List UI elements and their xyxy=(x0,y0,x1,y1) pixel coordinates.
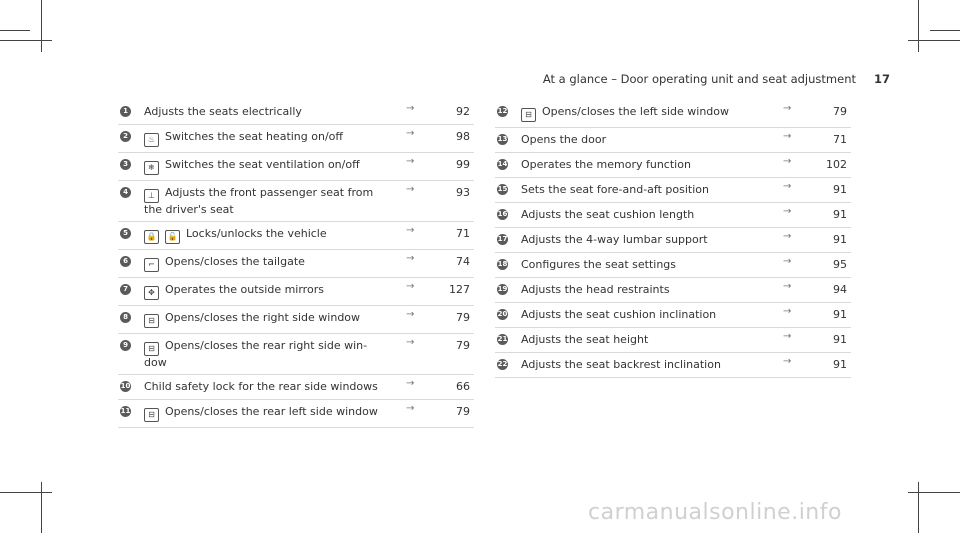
crop-mark xyxy=(0,40,52,41)
right-column-list xyxy=(495,100,851,378)
crop-mark xyxy=(908,40,960,41)
item-number-badge: 14 xyxy=(497,160,508,168)
item-description xyxy=(521,283,756,296)
item-text: Adjusts the seats electrically xyxy=(144,105,302,118)
page-reference[interactable]: 91 xyxy=(833,183,847,196)
item-text: Switches the seat heating on/off xyxy=(165,130,343,143)
item-description xyxy=(144,130,379,147)
item-description xyxy=(144,380,379,393)
item-text: Adjusts the head restraints xyxy=(521,283,670,296)
list-item xyxy=(495,328,851,353)
item-text: Switches the seat ventilation on/off xyxy=(165,158,360,171)
page-reference[interactable]: 71 xyxy=(833,133,847,146)
item-description xyxy=(521,233,756,246)
item-description xyxy=(521,158,756,171)
item-number-badge: 8 xyxy=(120,312,131,323)
item-text: Adjusts the seat height xyxy=(521,333,649,346)
list-item xyxy=(118,400,474,428)
arrow-right-icon: → xyxy=(783,206,792,217)
page-reference[interactable]: 74 xyxy=(456,255,470,268)
item-text: Operates the outside mirrors xyxy=(165,283,324,296)
item-description xyxy=(144,405,379,422)
item-description xyxy=(521,358,756,371)
list-item xyxy=(118,306,474,334)
arrow-right-icon: → xyxy=(406,253,415,264)
arrow-right-icon: → xyxy=(783,131,792,142)
seat-ventilation-icon: ❄ xyxy=(144,161,159,175)
arrow-right-icon: → xyxy=(406,403,415,414)
arrow-right-icon: → xyxy=(783,331,792,342)
item-description xyxy=(144,227,379,244)
page-reference[interactable]: 102 xyxy=(826,158,847,171)
item-text: Opens/closes the tailgate xyxy=(165,255,305,268)
item-number-badge: 11 xyxy=(120,407,131,415)
item-number-badge: 12 xyxy=(497,107,508,115)
item-description xyxy=(144,186,379,216)
item-text: Opens the door xyxy=(521,133,607,146)
list-item xyxy=(495,203,851,228)
item-text: Locks/unlocks the vehicle xyxy=(186,227,327,240)
list-item xyxy=(118,153,474,181)
list-item xyxy=(495,228,851,253)
item-description xyxy=(144,339,379,369)
list-item xyxy=(495,128,851,153)
item-description xyxy=(521,308,756,321)
arrow-right-icon: → xyxy=(406,378,415,389)
seat-adjust-icon: ⊥ xyxy=(144,189,159,203)
item-text: Adjusts the front passenger seat from the driver's seat xyxy=(144,186,374,216)
page-reference[interactable]: 91 xyxy=(833,358,847,371)
item-number-badge: 6 xyxy=(120,256,131,267)
item-number-badge: 22 xyxy=(497,360,508,368)
item-description xyxy=(521,333,756,346)
item-number-badge: 10 xyxy=(120,382,131,390)
list-item xyxy=(495,153,851,178)
item-number-badge: 7 xyxy=(120,284,131,295)
arrow-right-icon: → xyxy=(783,306,792,317)
item-text: Opens/closes the right side window xyxy=(165,311,361,324)
page-reference[interactable]: 92 xyxy=(456,105,470,118)
lock-icon: 🔒 xyxy=(144,230,159,244)
item-number-badge: 3 xyxy=(120,159,131,170)
item-text: Opens/closes the rear left side window xyxy=(165,405,378,418)
arrow-right-icon: → xyxy=(783,256,792,267)
list-item xyxy=(118,181,474,222)
item-number-badge: 2 xyxy=(120,131,131,142)
item-number-badge: 20 xyxy=(497,310,508,318)
item-number-badge: 4 xyxy=(120,187,131,198)
arrow-right-icon: → xyxy=(406,225,415,236)
page-reference[interactable]: 79 xyxy=(833,105,847,118)
page-reference[interactable]: 71 xyxy=(456,227,470,240)
list-item xyxy=(118,222,474,250)
item-description xyxy=(521,208,756,221)
item-number-badge: 9 xyxy=(120,340,131,351)
arrow-right-icon: → xyxy=(406,337,415,348)
item-number-badge: 19 xyxy=(497,285,508,293)
item-text: Child safety lock for the rear side windows xyxy=(144,380,378,393)
item-description xyxy=(144,283,379,300)
item-description xyxy=(144,255,379,272)
arrow-right-icon: → xyxy=(406,156,415,167)
list-item xyxy=(495,100,851,128)
page-reference[interactable]: 91 xyxy=(833,208,847,221)
left-column-list xyxy=(118,100,474,428)
crop-mark xyxy=(918,482,919,533)
arrow-right-icon: → xyxy=(406,103,415,114)
arrow-right-icon: → xyxy=(783,231,792,242)
arrow-right-icon: → xyxy=(783,356,792,367)
item-description xyxy=(144,311,379,328)
page-number: 17 xyxy=(873,72,890,86)
page-reference[interactable]: 91 xyxy=(833,233,847,246)
crop-mark xyxy=(41,0,42,52)
item-number-badge: 17 xyxy=(497,235,508,243)
item-number-badge: 5 xyxy=(120,228,131,239)
window-icon: ⊟ xyxy=(521,108,536,122)
list-item xyxy=(118,250,474,278)
crop-mark xyxy=(908,492,960,493)
page-reference[interactable]: 93 xyxy=(456,186,470,199)
crop-mark xyxy=(918,0,919,52)
item-description xyxy=(144,105,379,118)
list-item xyxy=(495,253,851,278)
item-description xyxy=(144,158,379,175)
page-reference[interactable]: 66 xyxy=(456,380,470,393)
window-icon: ⊟ xyxy=(144,408,159,422)
item-text: Adjusts the seat cushion inclination xyxy=(521,308,717,321)
item-description xyxy=(521,183,756,196)
page-reference[interactable]: 91 xyxy=(833,308,847,321)
list-item xyxy=(118,100,474,125)
list-item xyxy=(118,334,474,375)
arrow-right-icon: → xyxy=(406,184,415,195)
item-text: Operates the memory function xyxy=(521,158,691,171)
arrow-right-icon: → xyxy=(406,309,415,320)
page-reference[interactable]: 127 xyxy=(449,283,470,296)
list-item xyxy=(495,178,851,203)
mirror-icon: ✥ xyxy=(144,286,159,300)
crop-mark xyxy=(0,492,52,493)
crop-mark xyxy=(930,30,960,31)
unlock-icon: 🔓 xyxy=(165,230,180,244)
seat-heating-icon: ♨ xyxy=(144,133,159,147)
tailgate-icon: ⌐ xyxy=(144,258,159,272)
item-text: Configures the seat settings xyxy=(521,258,677,271)
page-reference[interactable]: 99 xyxy=(456,158,470,171)
window-icon: ⊟ xyxy=(144,314,159,328)
crop-mark xyxy=(41,482,42,533)
page-reference[interactable]: 98 xyxy=(456,130,470,143)
crop-mark xyxy=(0,30,30,31)
item-number-badge: 15 xyxy=(497,185,508,193)
list-item xyxy=(118,125,474,153)
item-description xyxy=(521,133,756,146)
page-reference[interactable]: 94 xyxy=(833,283,847,296)
arrow-right-icon: → xyxy=(406,281,415,292)
page-title: At a glance – Door operating unit and seat adjustment xyxy=(542,72,856,86)
item-number-badge: 21 xyxy=(497,335,508,343)
item-number-badge: 13 xyxy=(497,135,508,143)
arrow-right-icon: → xyxy=(783,281,792,292)
arrow-right-icon: → xyxy=(406,128,415,139)
item-number-badge: 18 xyxy=(497,260,508,268)
page-reference[interactable]: 79 xyxy=(456,311,470,324)
window-icon: ⊟ xyxy=(144,342,159,356)
list-item xyxy=(495,303,851,328)
item-text: Adjusts the seat backrest inclination xyxy=(521,358,721,371)
page-reference[interactable]: 95 xyxy=(833,258,847,271)
page-reference[interactable]: 79 xyxy=(456,339,470,352)
item-text: Sets the seat fore-and-aft position xyxy=(521,183,709,196)
list-item xyxy=(118,375,474,400)
item-text: Adjusts the seat cushion length xyxy=(521,208,695,221)
item-text: Opens/closes the rear right side win- dow xyxy=(144,339,368,369)
list-item xyxy=(495,353,851,378)
page-reference[interactable]: 91 xyxy=(833,333,847,346)
item-description xyxy=(521,105,756,122)
item-text: Opens/closes the left side window xyxy=(542,105,730,118)
item-description xyxy=(521,258,756,271)
arrow-right-icon: → xyxy=(783,181,792,192)
list-item xyxy=(495,278,851,303)
arrow-right-icon: → xyxy=(783,156,792,167)
item-number-badge: 16 xyxy=(497,210,508,218)
item-number-badge: 1 xyxy=(120,106,131,117)
page-reference[interactable]: 79 xyxy=(456,405,470,418)
watermark: carmanualsonline.info xyxy=(588,500,842,525)
list-item xyxy=(118,278,474,306)
item-text: Adjusts the 4-way lumbar support xyxy=(521,233,708,246)
arrow-right-icon: → xyxy=(783,103,792,114)
